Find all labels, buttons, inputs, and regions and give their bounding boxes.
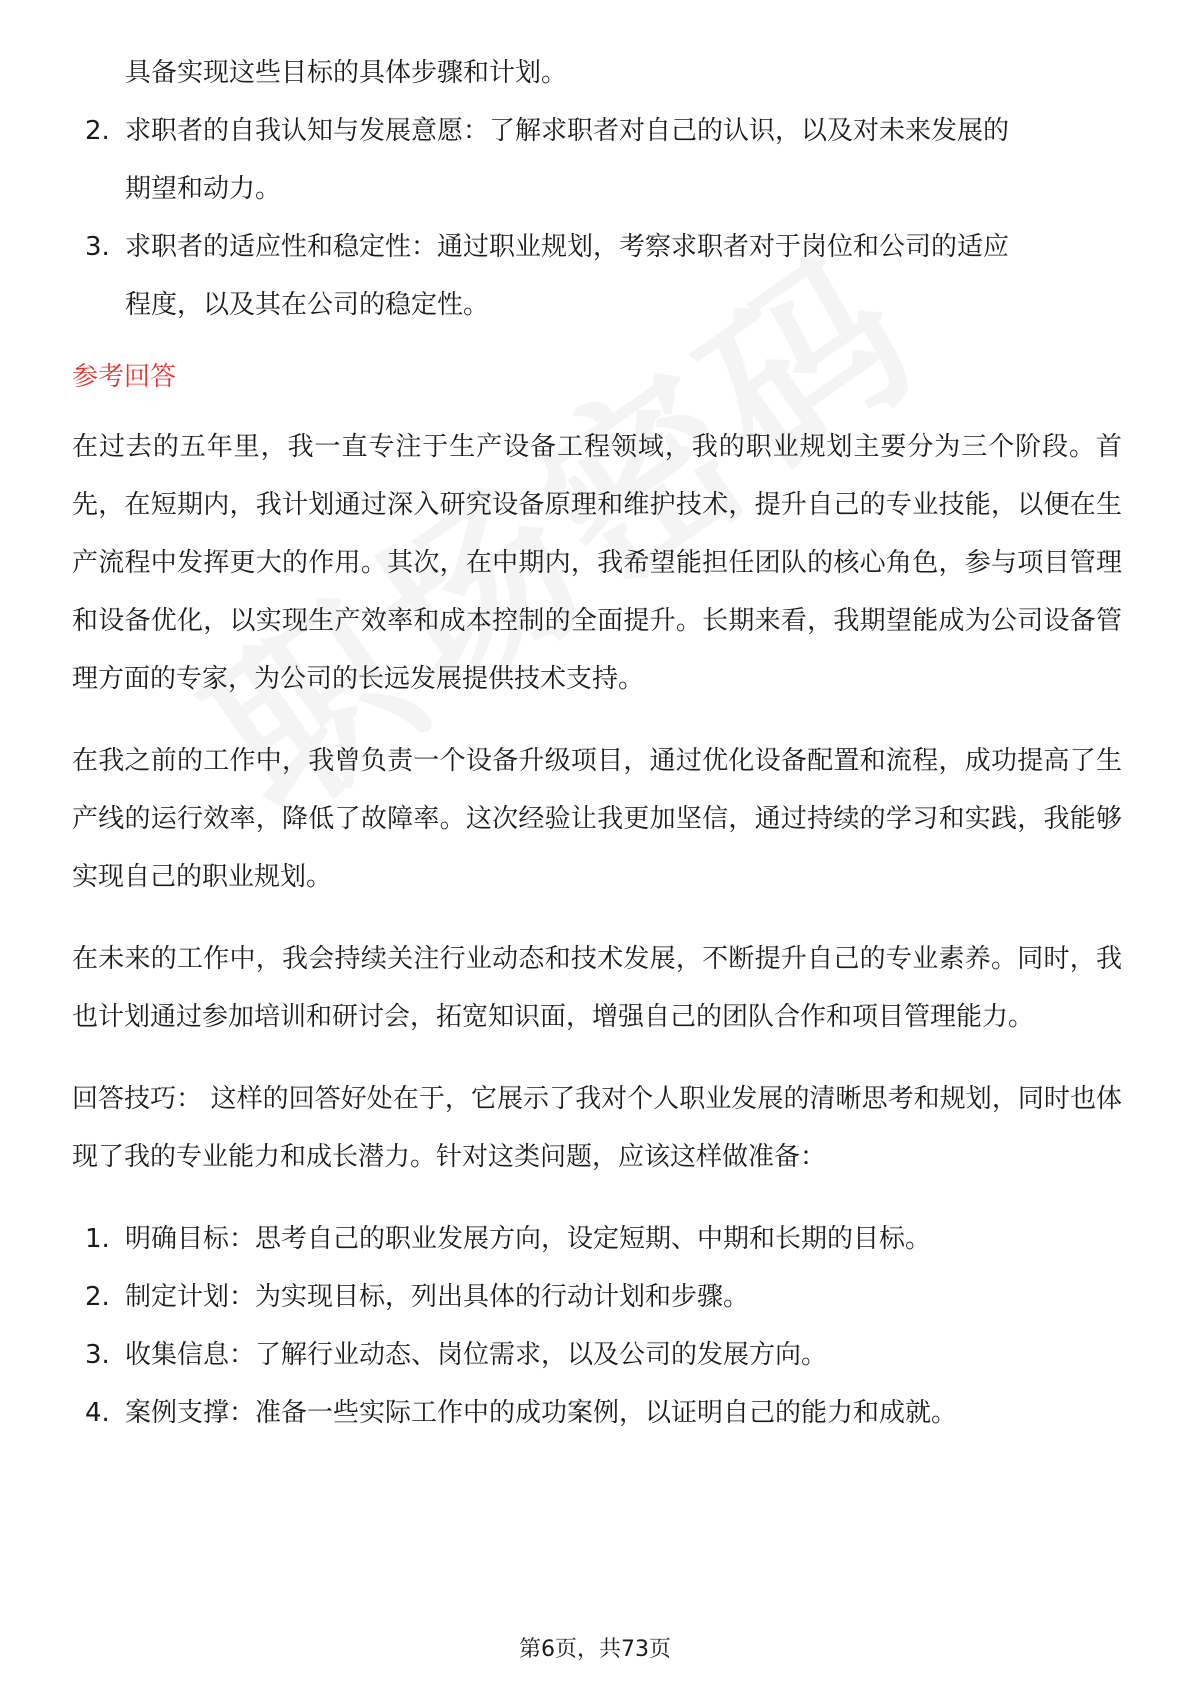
list-number: 2. [85,1282,110,1312]
list-item [72,1210,1122,1268]
list-text: 明确目标：思考自己的职业发展方向，设定短期、中期和长期的目标。 [125,1224,932,1254]
list-number: 1. [85,1224,110,1254]
tips-list [72,1210,1122,1442]
list-number: 4. [85,1398,110,1428]
list-text: 具备实现这些目标的具体步骤和计划。 [125,58,568,88]
answer-paragraph-3: 在未来的工作中，我会持续关注行业动态和技术发展，不断提升自己的专业素养。同时，我也计划通过参加培训和研讨会，拓宽知识面，增强自己的团队合作和项目管理能力。 [72,944,1122,1032]
list-text: 求职者的适应性和稳定性：通过职业规划，考察求职者对于岗位和公司的适应 [125,232,1010,262]
list-text: 求职者的自我认知与发展意愿：了解求职者对自己的认识，以及对未来发展的 [125,116,1010,146]
list-item [72,218,1122,276]
paragraph-gap [72,906,1122,930]
list-number: 3. [85,1340,110,1370]
list-item [72,1326,1122,1384]
list-text: 程度，以及其在公司的稳定性。 [125,290,490,320]
list-item [72,160,1122,218]
paragraph-gap [72,1046,1122,1070]
list-text: 收集信息：了解行业动态、岗位需求，以及公司的发展方向。 [125,1340,828,1370]
list-item [72,102,1122,160]
intro-list [72,44,1122,334]
section-heading: 参考回答 [72,362,177,392]
list-number: 2. [85,116,110,146]
list-text: 制定计划：为实现目标，列出具体的行动计划和步骤。 [125,1282,750,1312]
paragraph-gap [72,708,1122,732]
page-number-footer: 第6页，共73页 [519,1637,671,1662]
list-number: 3. [85,232,110,262]
answer-paragraph-2: 在我之前的工作中，我曾负责一个设备升级项目，通过优化设备配置和流程，成功提高了生产线的运行效率，降低了故障率。这次经验让我更加坚信，通过持续的学习和实践，我能够实现自己的职业规划。 [72,746,1122,892]
list-text: 案例支撑：准备一些实际工作中的成功案例，以证明自己的能力和成就。 [125,1398,958,1428]
page-content [72,44,1122,1442]
paragraph-gap [72,1186,1122,1210]
list-item [72,1384,1122,1442]
list-item [72,44,1122,102]
list-text: 期望和动力。 [125,174,282,204]
list-item [72,276,1122,334]
tips-intro-paragraph: 回答技巧： 这样的回答好处在于，它展示了我对个人职业发展的清晰思考和规划，同时也体现了我的专业能力和成长潜力。针对这类问题，应该这样做准备： [72,1084,1122,1172]
list-item [72,1268,1122,1326]
answer-paragraph-1: 在过去的五年里，我一直专注于生产设备工程领域，我的职业规划主要分为三个阶段。首先，在短期内，我计划通过深入研究设备原理和维护技术，提升自己的专业技能，以便在生产流程中发挥更大的作用。其次，在中期内，我希望能担任团队的核心角色，参与项目管理和设备优化，以实现生产效率和成本控制的全面提升。长期来看，我期望能成为公司设备管理方面的专家，为公司的长远发展提供技术支持。 [72,432,1122,694]
